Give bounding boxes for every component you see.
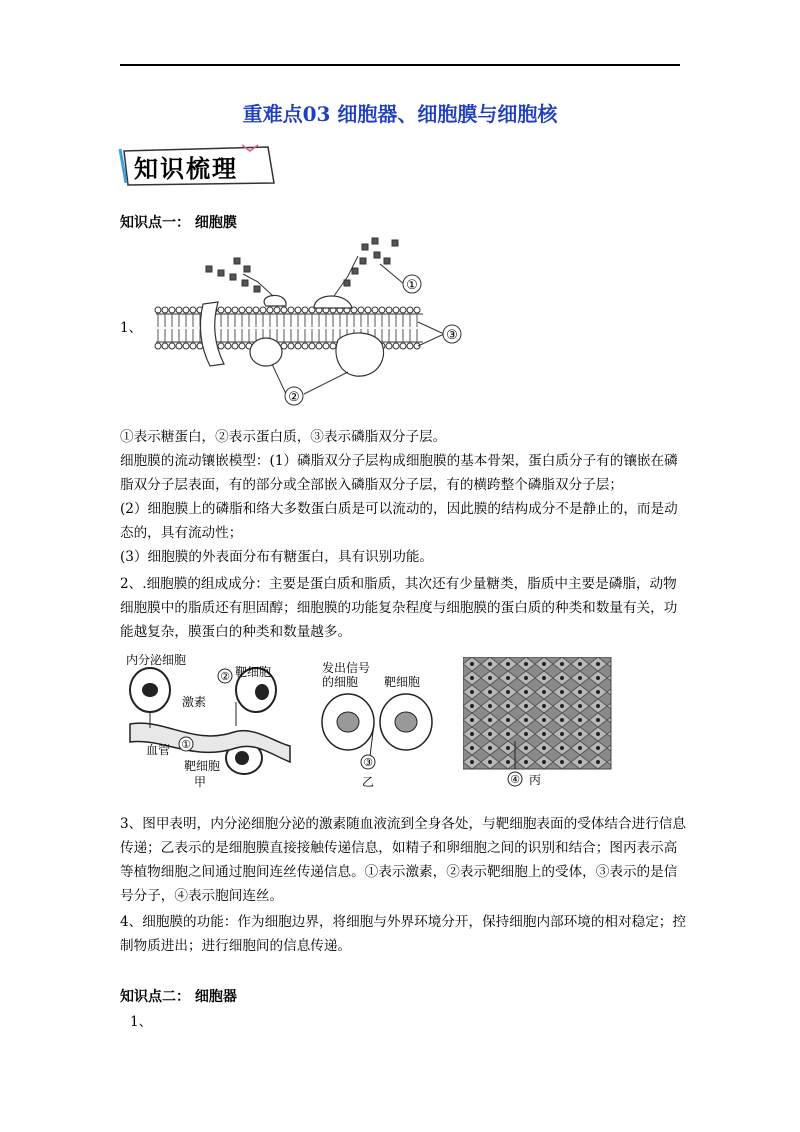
- figure-jia: [124, 654, 294, 790]
- figure-bing: [463, 657, 613, 791]
- header-rule: [120, 64, 680, 66]
- label-3: ③: [446, 328, 458, 343]
- phospholipid-head: [176, 307, 182, 313]
- phospholipid-head: [169, 307, 175, 313]
- para-4: (3）细胞膜的外表面分布有糖蛋白，具有识别功能。: [120, 549, 434, 565]
- banner-text: 知识梳理: [134, 154, 238, 183]
- surface-protein: [264, 295, 286, 306]
- embedded-protein: [250, 338, 282, 366]
- phospholipid-head: [386, 307, 392, 313]
- phospholipid-head: [176, 343, 182, 349]
- jia-vessel-label: 血管: [146, 743, 171, 757]
- figure-yi: [318, 660, 448, 792]
- phospholipid-head: [358, 307, 364, 313]
- para-7: 4、细胞膜的功能：作为细胞边界，将细胞与外界环境分开，保持细胞内部环境的相对稳定；控制物质进出；进行细胞间的信息传递。: [120, 914, 686, 954]
- para-1: ①表示糖蛋白，②表示蛋白质，③表示磷脂双分子层。: [120, 429, 447, 445]
- phospholipid-head: [232, 343, 238, 349]
- phospholipid-head: [323, 343, 329, 349]
- jia-endocrine-label: 内分泌细胞: [126, 654, 187, 667]
- phospholipid-head: [372, 307, 378, 313]
- phospholipid-head: [393, 343, 399, 349]
- section-banner: [118, 143, 280, 189]
- inner-protein: [336, 333, 384, 376]
- item-number-2: 1、: [130, 1014, 153, 1030]
- phospholipid-head: [218, 343, 224, 349]
- phospholipid-head: [400, 343, 406, 349]
- phospholipid-head: [414, 307, 420, 313]
- jia-target2-label: 靶细胞: [184, 759, 221, 773]
- phospholipid-head: [183, 307, 189, 313]
- section-heading-2: 知识点二： 细胞器: [120, 989, 237, 1005]
- para-6: 3、图甲表明，内分泌细胞分泌的激素随血液流到全身各处，与靶细胞表面的受体结合进行信息传递；乙表示的是细胞膜直接接触传递信息，如精子和卵细胞之间的识别和结合；图丙表示高等植物细胞之间通过胞间连丝传递信息。①表示激素，②表示靶细胞上的受体，③表示的是信号分子，④表示胞间连丝。: [120, 816, 686, 904]
- phospholipid-head: [379, 307, 385, 313]
- membrane-diagram: [148, 236, 468, 412]
- phospholipid-head: [218, 307, 224, 313]
- phospholipid-head: [365, 307, 371, 313]
- jia-num-2: ②: [220, 670, 230, 683]
- phospholipid-head: [239, 343, 245, 349]
- item-number-1: 1、: [120, 320, 143, 336]
- bing-num-4: ④: [510, 773, 520, 786]
- phospholipid-head: [225, 307, 231, 313]
- label-2: ②: [288, 390, 300, 405]
- phospholipid-head: [260, 307, 266, 313]
- phospholipid-head: [183, 343, 189, 349]
- yi-sender-line2: 的细胞: [322, 675, 359, 689]
- phospholipid-head: [386, 343, 392, 349]
- phospholipid-head: [169, 343, 175, 349]
- phospholipid-head: [155, 307, 161, 313]
- phospholipid-head: [330, 343, 336, 349]
- phospholipid-head: [274, 307, 280, 313]
- phospholipid-head: [288, 307, 294, 313]
- jia-target-label: 靶细胞: [235, 665, 272, 679]
- section-heading-1: 知识点一： 细胞膜: [120, 215, 237, 231]
- phospholipid-head: [407, 307, 413, 313]
- para-3: (2）细胞膜上的磷脂和络大多数蛋白质是可以流动的，因此膜的结构成分不是静止的，而是动态的，具有流动性；: [120, 501, 678, 541]
- jia-caption: 甲: [194, 775, 207, 789]
- phospholipid-head: [225, 343, 231, 349]
- phospholipid-head: [190, 343, 196, 349]
- phospholipid-head: [400, 307, 406, 313]
- jia-num-1: ①: [181, 738, 191, 751]
- phospholipid-head: [253, 307, 259, 313]
- label-1: ①: [406, 278, 418, 293]
- yi-target-label: 靶细胞: [384, 675, 421, 689]
- phospholipid-head: [393, 307, 399, 313]
- bing-caption: 丙: [529, 773, 542, 787]
- para-2: 细胞膜的流动镶嵌模型：(1）磷脂双分子层构成细胞膜的基本骨架，蛋白质分子有的镶嵌在磷脂双分子层表面，有的部分或全部嵌入磷脂双分子层，有的横跨整个磷脂双分子层；: [120, 453, 678, 493]
- phospholipid-head: [407, 343, 413, 349]
- phospholipid-head: [239, 307, 245, 313]
- yi-sender-line1: 发出信号: [322, 661, 371, 675]
- page-title: 重难点03 细胞器、细胞膜与细胞核: [242, 102, 558, 126]
- phospholipid-head: [316, 343, 322, 349]
- phospholipid-head: [190, 307, 196, 313]
- phospholipid-head: [309, 343, 315, 349]
- yi-caption: 乙: [362, 775, 375, 789]
- phospholipid-head: [302, 343, 308, 349]
- phospholipid-head: [246, 307, 252, 313]
- jia-hormone-label: 激素: [182, 695, 207, 709]
- surface-protein-right: [314, 296, 352, 308]
- phospholipid-head: [267, 307, 273, 313]
- phospholipid-head: [155, 343, 161, 349]
- phospholipid-head: [162, 343, 168, 349]
- para-5: 2、.细胞膜的组成成分：主要是蛋白质和脂质，其次还有少量糖类，脂质中主要是磷脂，动物细胞膜中的脂质还有胆固醇；细胞膜的功能复杂程度与细胞膜的蛋白质的种类和数量有关，功能越复杂，膜蛋白的种类和数量越多。: [120, 576, 678, 640]
- phospholipid-head: [302, 307, 308, 313]
- yi-num-3: ③: [363, 756, 373, 769]
- phospholipid-head: [288, 343, 294, 349]
- phospholipid-head: [162, 307, 168, 313]
- phospholipid-head: [232, 307, 238, 313]
- phospholipid-head: [295, 307, 301, 313]
- phospholipid-head: [295, 343, 301, 349]
- phospholipid-head: [281, 307, 287, 313]
